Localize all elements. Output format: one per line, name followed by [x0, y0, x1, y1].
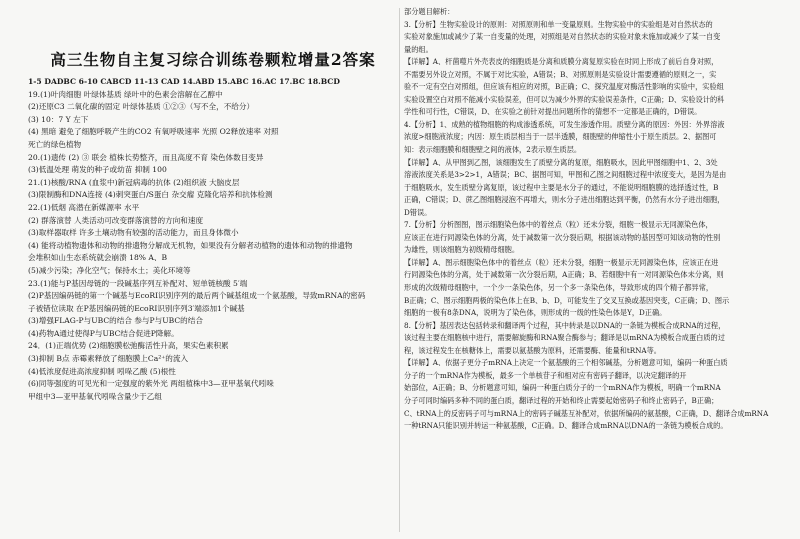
page-title: 高三生物自主复习综合训练卷颗粒增量2答案 [50, 50, 376, 69]
analysis-line: 【详解】A、从甲图到乙图，该细胞发生了质壁分离的复原，细胞吸水，因此甲图细胞中1、2、3处 [404, 157, 718, 167]
analysis-line: 【详解】A、图示细胞染色体中的着丝点（粒）还未分裂，细胞一极显示无同源染色体，应该正在进 [404, 257, 719, 267]
left-column [28, 6, 398, 536]
analysis-line: 部分题目解析： [404, 7, 455, 16]
analysis-line: 7.【分析】分析图图，图示细胞染色体中的着丝点（粒）还未分裂，细胞一极显示无同源染色体， [404, 220, 713, 230]
answer-line: (3)限制酶和DNA连接 (4)刺突蛋白/S蛋白 杂交瘤 克隆化培养和抗体检测 [28, 190, 273, 200]
analysis-line: 4.【分析】1、成熟的植物细胞的构成渗透系统，可发生渗透作用。质壁分离的原因：外因：外界溶液 [404, 119, 725, 129]
answer-line: (3)低温处理 萌发的种子或幼苗 抑制 100 [28, 165, 167, 175]
analysis-line: 8.【分析】基因表达包括转录和翻译两个过程，其中转录是以DNA的一条链为模板合成RNA的过程， [404, 320, 726, 330]
answer-line: 19.(1)叶肉细胞 叶绿体基质 绿叶中的色素会溶解在乙醇中 [28, 89, 223, 99]
analysis-line: 实验设置空白对照不能减小实验误差，但可以为减少外界的实验误差条件，C正确；D、实验设计的科 [404, 94, 725, 104]
analysis-line: 浓度>细胞液浓度；内因：原生质层相当于一层半透膜，细胞壁的伸缩性小于原生质层。2、据图可 [404, 132, 717, 142]
analysis-line: C、tRNA上的反密码子可与mRNA上的密码子碱基互补配对，依据所编码的氨基酸，C正确，D、翻译合成mRNA [404, 408, 769, 418]
answer-line: 死亡的绿色植物 [28, 139, 82, 149]
analysis-line: 验不一定有空白对照组，但应该有相应的对照，B正确；C、探究温度对酶活性影响的实验中，实验组 [404, 82, 724, 92]
analysis-line: 一种tRNA只能识别并转运一种氨基酸，C正确。D、翻译合成mRNA以DNA的一条链为模板合成的。 [404, 421, 728, 431]
answer-line: (3)增强FLAG-P与UBC的结合 参与P与UBC的结合 [28, 316, 203, 326]
analysis-line: D错误。 [404, 207, 432, 217]
answer-line: 会堆积如山生态系统就会崩溃 18% A、B [28, 253, 168, 263]
analysis-line: 3.【分析】生物实验设计的原则：对照原则和单一变量原则。生物实验中的实验组是对自然状态的 [404, 19, 713, 29]
analysis-line: 【详解】A、依据子更分子mRNA上决定一个氨基酸的三个相邻碱基，分析题意可知，编码一种蛋白质 [404, 358, 728, 368]
analysis-line: 不需要另外设立对照，不属于对比实验，A错误；B、对照原则是实验设计需要遵循的原则之一，实 [404, 69, 717, 79]
answer-line: (4) 黑暗 避免了细胞呼吸产生的CO2 有氧呼吸速率 光照 O2释放速率 对照 [28, 127, 279, 137]
answer-line: 21.(1)核酸/RNA (血浆中)新冠病毒的抗体 (2)组织液 大脑皮层 [28, 177, 240, 187]
analysis-line: 正确，C错误；D、蔗乙图细胞浸泡不再增大，则水分子进出细胞达到平衡，仍然有水分子进出细胞， [404, 195, 725, 205]
analysis-line: 知：表示细胞膜和细胞壁之间的液体，2表示原生质层。 [404, 145, 582, 155]
analysis-line: 分子可同时编码多种不同的蛋白质，翻译过程的开始和终止需要起始密码子和终止密码子，B正确； [404, 395, 719, 405]
answer-line: (5)减少污染；净化空气；保持水土；美化环境等 [28, 265, 191, 275]
analysis-line: 实验对象施加或减少了某一自变量的处理，对照组是对自然状态的实验对象未施加或减少了某一自变 [404, 32, 721, 42]
analysis-line: 形成的次级精母细胞中，一个少一条染色体，另一个多一条染色体，导致形成的四个精子都异常， [404, 283, 714, 293]
answer-line: (2)还原C3 二氧化碳的固定 叶绿体基质 ①②③（写不全，不给分） [28, 102, 255, 112]
analysis-line: 学性和可行性，C错误，D、在实验之前针对提出问题所作的猜想不一定都是正确的，D错误。 [404, 107, 702, 117]
answer-line: 24．(1)正端优势 (2)细胞膜松弛酶活性升高，果实色素积累 [28, 341, 229, 351]
answer-line: (4)低浓度促进高浓度抑制 吲哚乙酸 (5)根性 [28, 366, 176, 376]
analysis-line: 始部位，A正确；B、分析题意可知，编码一种蛋白质分子的一个mRNA作为模板，明确一个mRNA [404, 383, 721, 393]
right-column [404, 6, 776, 536]
analysis-line: 【详解】A、杆菌噬片外壳表皮的细胞质是分离和质膜分离复原实验在时同上形成了前后自身对照， [404, 57, 719, 67]
analysis-line: 为雄性，则该细胞为初级精母细胞。 [404, 245, 520, 255]
analysis-line: 于细胞吸水，发生质壁分离复原，该过程中主要是水分子的通过，不能说明细胞膜的选择透过性，B [404, 182, 719, 192]
answer-line: (2)P基因编码链的第一个碱基与EcoRⅠ识别序列的最后两个碱基组成一个氨基酸，导致mRNA的密码 [28, 291, 366, 301]
answer-line: (6)同等强度的可见光和一定强度的紫外光 两组植株中3—亚甲基氧代吲哚 [28, 379, 274, 389]
analysis-line: 程，该过程发生在核糖体上，需要以氨基酸为原料，还需要酶、能量和tRNA等。 [404, 345, 661, 355]
analysis-line: 行同源染色体的分离，处于减数第一次分裂后期，A正确；B、若细胞中有一对同源染色体未分离，则 [404, 270, 724, 280]
answer-line: (3)抑制 B点 赤霉素释放了细胞膜上Ca²⁺的流入 [28, 354, 189, 364]
analysis-line: 溶液浓度关系是3>2>1，A错误；BC、据图可知，甲图和乙图之间细胞过程中浓度变大，是因为是由 [404, 170, 727, 180]
analysis-line: B正确；C、图示细胞两极的染色体上在B、b、D，可能发生了交叉互换或基因突变，C正确；D、图示 [404, 295, 730, 305]
answer-line: 20.(1)遗传 (2) ③ 联会 植株长势整齐，而且高度不育 染色体数目变异 [28, 152, 264, 162]
answer-line: (3)取样器取样 许多土壤动物有较强的活动能力，而且身体微小 [28, 228, 239, 238]
column-divider [399, 8, 400, 532]
analysis-line: 细胞的一极有8条DNA，说明为了染色体，则形成的一级的性染色体是Y，D正确。 [404, 308, 667, 318]
analysis-line: 量的组。 [404, 44, 433, 54]
answer-line: 子被错位读取 在P基因编码链的EcoRⅠ识别序列3′端添加1个碱基 [28, 303, 245, 313]
answer-line: (2) 群落演替 人类活动可改变群落演替的方向和速度 [28, 215, 204, 225]
analysis-line: 该过程主要在细胞核中进行，需要解旋酶和RNA聚合酶参与；翻译是以mRNA为模板合成蛋白质的过 [404, 333, 725, 343]
answer-line: 1-5 DADBC 6-10 CABCD 11-13 CAD 14.ABD 15.ABC 16.AC 17.BC 18.BCD [28, 77, 340, 86]
answer-line: 23.(1)能与P基因母链的一段碱基序列互补配对、短单链核酸 5′端 [28, 278, 248, 288]
analysis-line: 应该正在进行同源染色体的分离，处于减数第一次分裂后期，根据该动物的基因型可知该动物的性别 [404, 232, 721, 242]
answer-line: (3) 10：7 Y 左下 [28, 114, 89, 124]
answer-line: (4) 能将动植物遗体和动物的排遗物分解成无机物，如果没有分解者动植物的遗体和动物的排遗物 [28, 240, 353, 250]
answer-line: 甲组中3—亚甲基氧代吲哚含量少于乙组 [28, 391, 162, 401]
analysis-line: 分子的一个mRNA作为模板，最多一个单核苷子和相对应有密码子翻译，以决定翻译的开 [404, 370, 687, 380]
answer-line: 22.(1)低烟 高潜在新媒源率 水平 [28, 202, 140, 212]
answer-line: (4)药物A通过使得P与UBC结合促进P降解。 [28, 328, 179, 338]
